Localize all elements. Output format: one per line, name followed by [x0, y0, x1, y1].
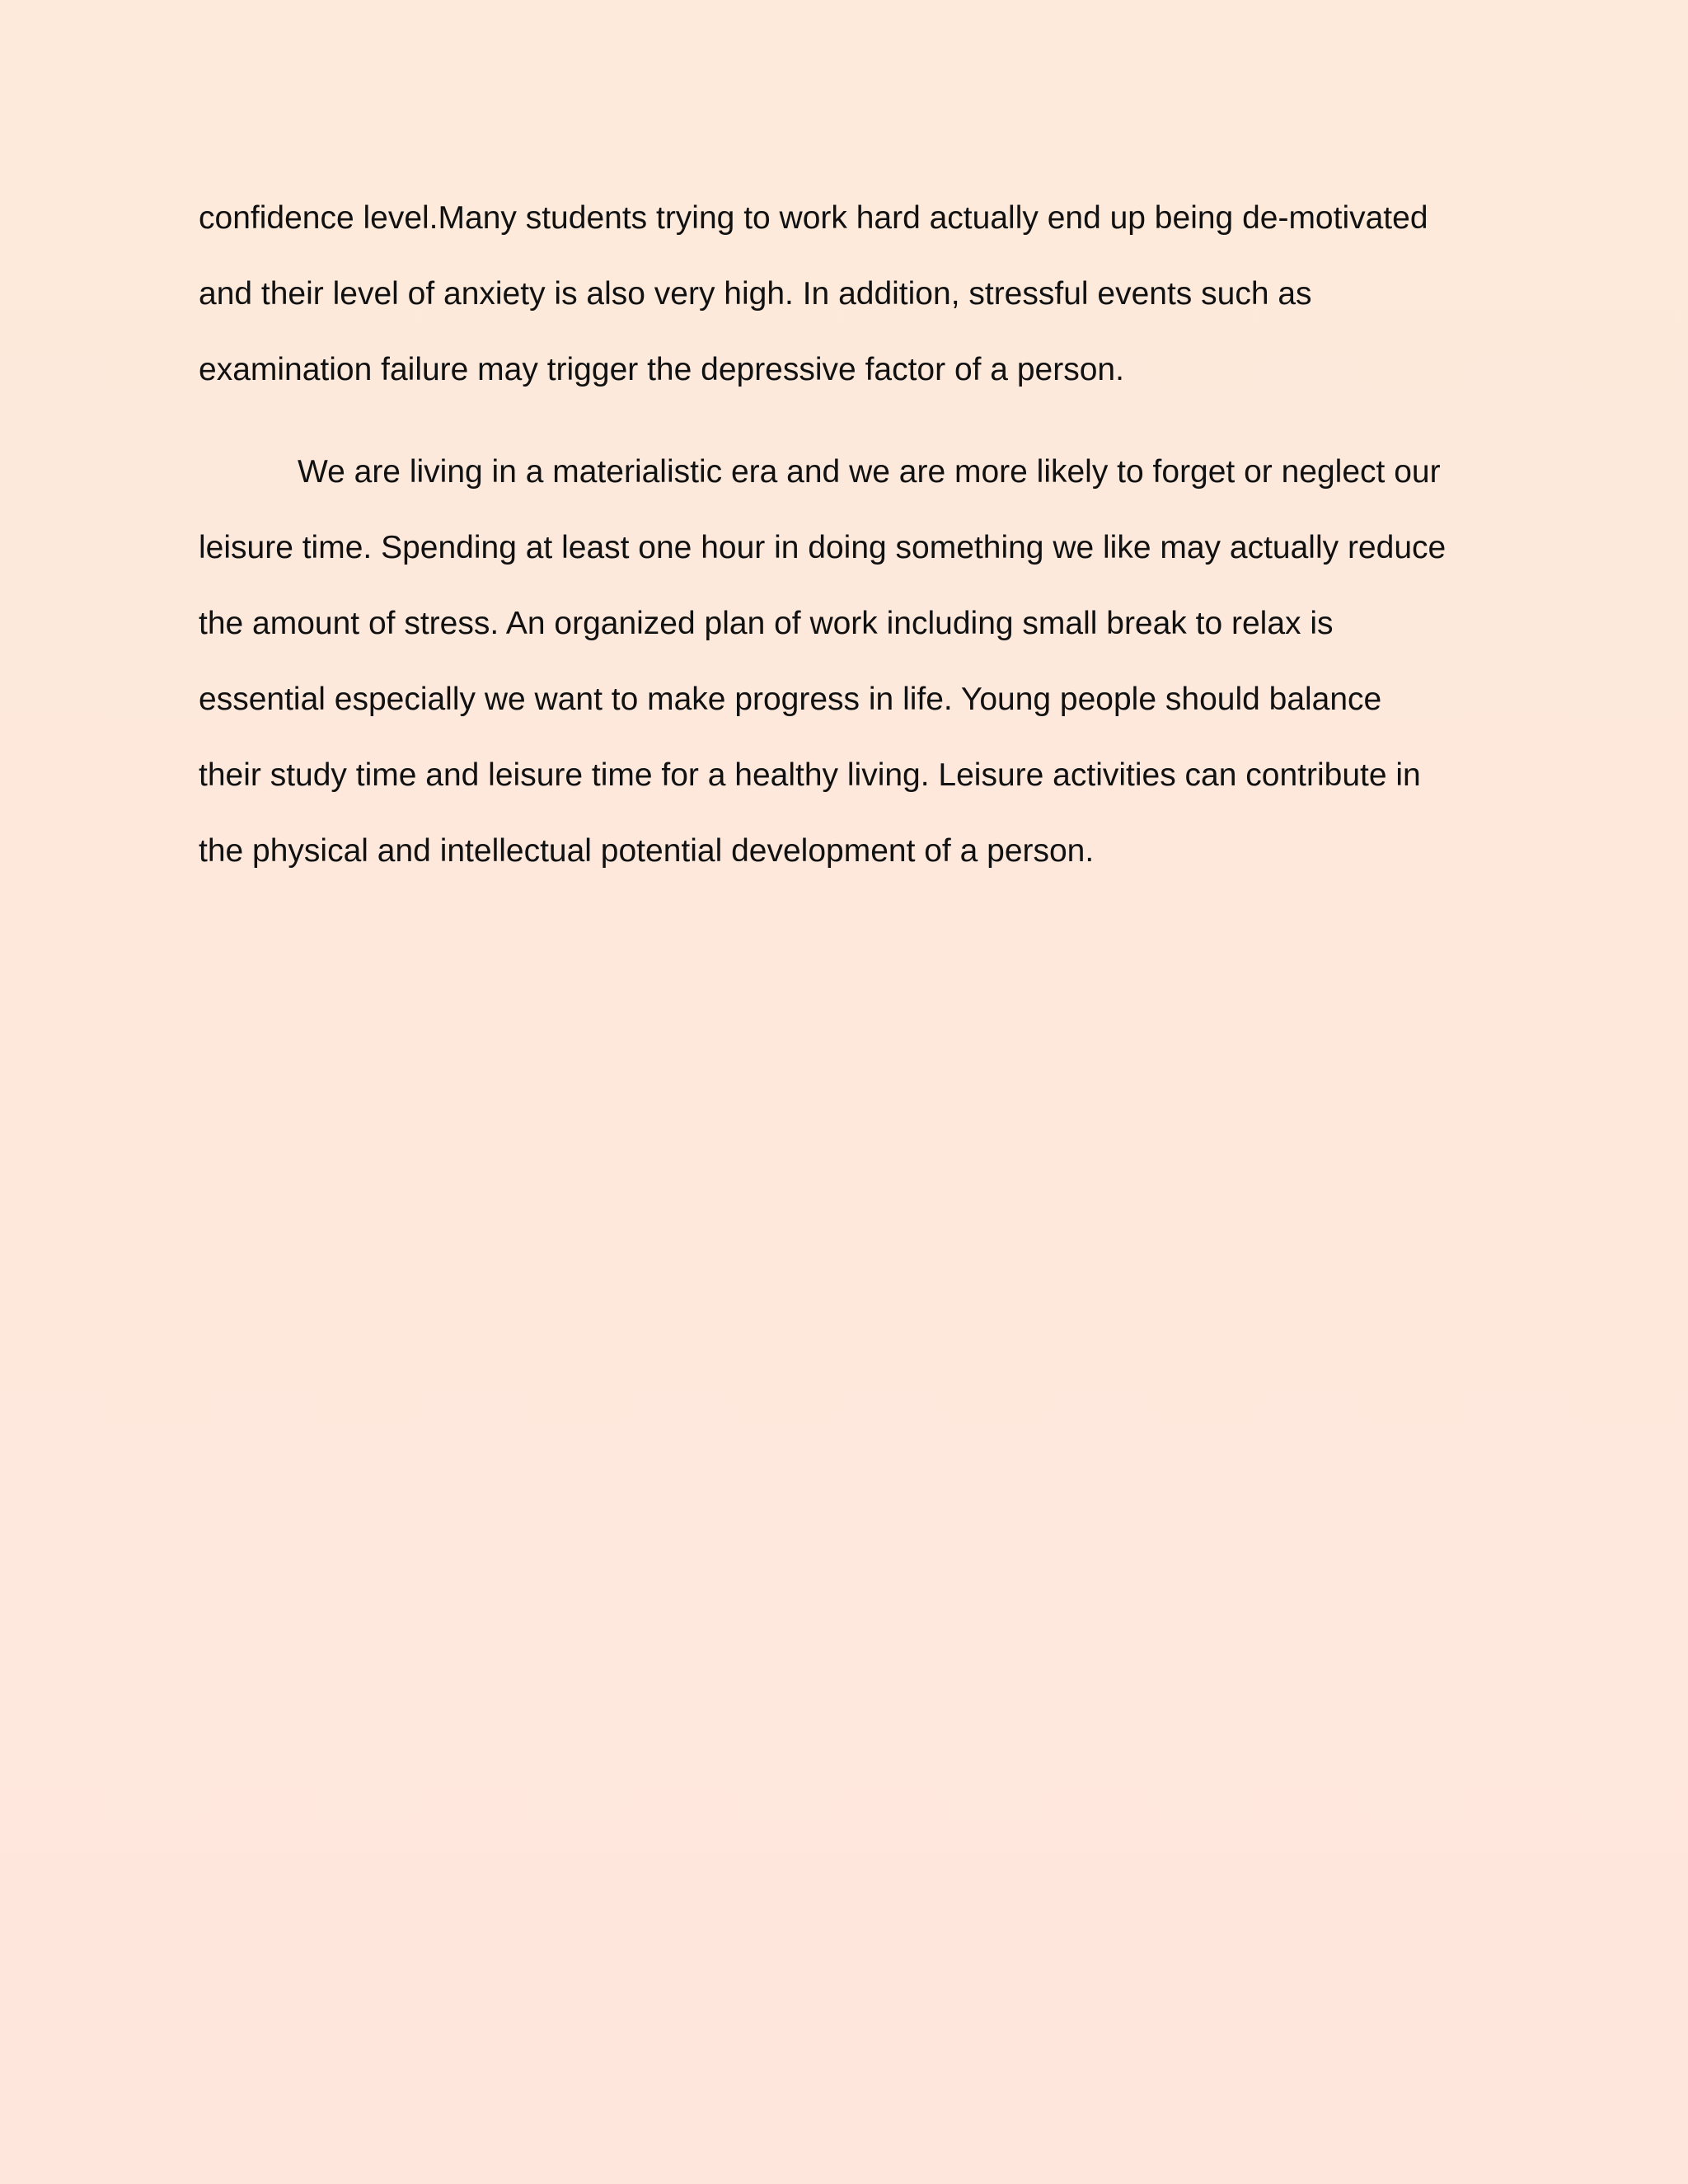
document-body [199, 190, 1517, 898]
text-line: confidence level.Many students trying to work hard actually end up being de-motivated [199, 200, 1428, 236]
text-line: essential especially we want to make progress in life. Young people should balance [199, 682, 1382, 717]
paragraph-2 [199, 443, 1517, 898]
text-line: We are living in a materialistic era and we are more likely to forget or neglect our [298, 454, 1441, 490]
text-line: the amount of stress. An organized plan of work including small break to relax is [199, 606, 1334, 641]
text-line: leisure time. Spending at least one hour in doing something we like may actually reduce [199, 530, 1447, 565]
text-line: their study time and leisure time for a healthy living. Leisure activities can contribute in [199, 757, 1421, 793]
text-line: examination failure may trigger the depressive factor of a person. [199, 352, 1124, 387]
text-line: the physical and intellectual potential development of a person. [199, 833, 1095, 869]
text-line: and their level of anxiety is also very high. In addition, stressful events such as [199, 276, 1312, 312]
paragraph-spacer [199, 417, 1517, 443]
paragraph-1 [199, 190, 1517, 417]
